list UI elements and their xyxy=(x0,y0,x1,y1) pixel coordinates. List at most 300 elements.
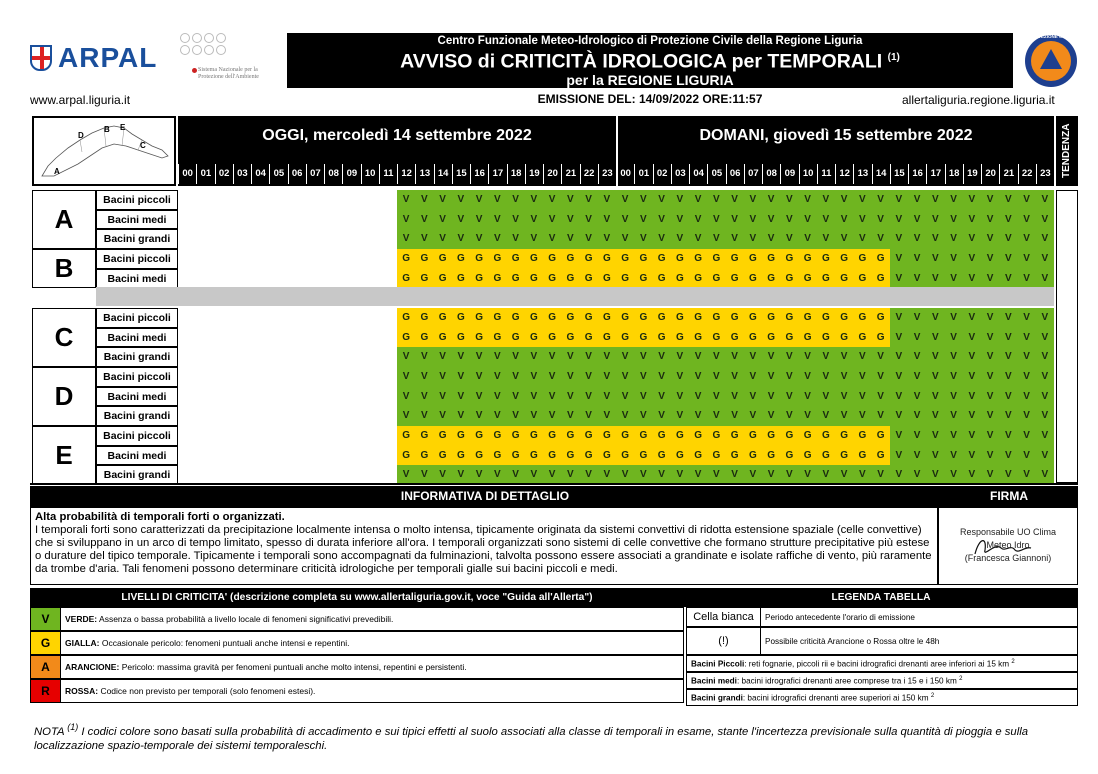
cell-verde: V xyxy=(653,465,671,485)
triangle-icon xyxy=(1040,49,1062,69)
cell-white xyxy=(178,308,196,328)
tendenza-column xyxy=(1056,190,1078,483)
cell-white xyxy=(178,269,196,289)
cell-verde: V xyxy=(598,367,616,387)
cell-white xyxy=(233,465,251,485)
cell-verde: V xyxy=(470,387,488,407)
cell-white xyxy=(379,328,397,348)
cell-gialla: G xyxy=(780,249,798,269)
cell-verde: V xyxy=(999,426,1017,446)
cell-gialla: G xyxy=(507,426,525,446)
cell-verde: V xyxy=(835,387,853,407)
cell-verde: V xyxy=(543,367,561,387)
cell-verde: V xyxy=(580,347,598,367)
bacino-key: Bacini Piccoli xyxy=(691,659,745,669)
basin-label: Bacini piccoli xyxy=(96,308,178,328)
cell-gialla: G xyxy=(799,308,817,328)
livello-swatch: R xyxy=(31,680,61,702)
cell-gialla: G xyxy=(653,269,671,289)
cell-white xyxy=(379,229,397,249)
cell-verde: V xyxy=(981,387,999,407)
cell-white xyxy=(215,347,233,367)
cell-verde: V xyxy=(872,465,890,485)
cell-white xyxy=(196,190,214,210)
cell-verde: V xyxy=(616,406,634,426)
cell-verde: V xyxy=(525,347,543,367)
hour-label: 06 xyxy=(726,164,744,184)
cell-verde: V xyxy=(835,465,853,485)
cell-gialla: G xyxy=(634,249,652,269)
cell-gialla: G xyxy=(415,269,433,289)
zone-label-b: B xyxy=(32,249,96,288)
cell-gialla: G xyxy=(707,446,725,466)
cell-gialla: G xyxy=(835,308,853,328)
cell-white xyxy=(251,387,269,407)
cell-verde: V xyxy=(1018,269,1036,289)
cell-gialla: G xyxy=(616,269,634,289)
cell-verde: V xyxy=(653,367,671,387)
livello-swatch: V xyxy=(31,608,61,630)
cell-gialla: G xyxy=(653,426,671,446)
map-label-d: D xyxy=(78,131,84,140)
legenda-item xyxy=(686,607,1078,627)
cell-verde: V xyxy=(963,269,981,289)
cell-verde: V xyxy=(908,308,926,328)
cell-gialla: G xyxy=(434,269,452,289)
cell-verde: V xyxy=(1018,465,1036,485)
cell-verde: V xyxy=(616,210,634,230)
cell-verde: V xyxy=(580,190,598,210)
cell-verde: V xyxy=(1018,229,1036,249)
hour-label: 06 xyxy=(288,164,306,184)
cell-verde: V xyxy=(598,229,616,249)
cell-gialla: G xyxy=(653,446,671,466)
cell-verde: V xyxy=(397,406,415,426)
cell-white xyxy=(196,308,214,328)
cell-white xyxy=(324,328,342,348)
cell-verde: V xyxy=(908,190,926,210)
cell-verde: V xyxy=(926,190,944,210)
cell-verde: V xyxy=(525,367,543,387)
day-tomorrow-label: DOMANI, giovedì 15 settembre 2022 xyxy=(699,127,973,144)
cell-white xyxy=(324,406,342,426)
table-row xyxy=(178,406,1054,426)
hour-label: 05 xyxy=(269,164,287,184)
cell-verde: V xyxy=(1018,367,1036,387)
cell-verde: V xyxy=(525,465,543,485)
cell-verde: V xyxy=(726,406,744,426)
cell-white xyxy=(361,465,379,485)
legenda-bacino: Bacini medi: bacini idrografici drenanti aree comprese tra i 15 e i 150 km $^2$ xyxy=(686,672,1078,689)
zone-label-c: C xyxy=(32,308,96,367)
cell-verde: V xyxy=(999,308,1017,328)
cell-white xyxy=(324,367,342,387)
cell-white xyxy=(196,347,214,367)
cell-verde: V xyxy=(908,249,926,269)
cell-gialla: G xyxy=(525,328,543,348)
allerta-url-link[interactable]: allertaliguria.regione.liguria.it xyxy=(902,93,1055,107)
cell-gialla: G xyxy=(580,269,598,289)
cell-verde: V xyxy=(1036,269,1054,289)
cell-gialla: G xyxy=(634,308,652,328)
cell-verde: V xyxy=(415,406,433,426)
cell-gialla: G xyxy=(780,328,798,348)
cell-verde: V xyxy=(1018,406,1036,426)
hour-label: 20 xyxy=(543,164,561,184)
cell-white xyxy=(342,308,360,328)
cell-verde: V xyxy=(945,347,963,367)
cell-verde: V xyxy=(616,465,634,485)
cell-white xyxy=(251,210,269,230)
cell-verde: V xyxy=(707,387,725,407)
hour-label: 02 xyxy=(215,164,233,184)
cell-gialla: G xyxy=(744,308,762,328)
arpal-logo-text: ARPAL xyxy=(58,42,158,73)
cell-gialla: G xyxy=(872,269,890,289)
cell-verde: V xyxy=(1036,328,1054,348)
cell-verde: V xyxy=(963,249,981,269)
cell-verde: V xyxy=(580,367,598,387)
cell-white xyxy=(196,387,214,407)
cell-verde: V xyxy=(616,387,634,407)
cell-verde: V xyxy=(926,387,944,407)
cell-verde: V xyxy=(817,367,835,387)
cell-gialla: G xyxy=(780,426,798,446)
cell-verde: V xyxy=(707,465,725,485)
cell-verde: V xyxy=(488,210,506,230)
hour-label: 21 xyxy=(999,164,1017,184)
cell-gialla: G xyxy=(598,308,616,328)
cell-verde: V xyxy=(945,426,963,446)
cell-gialla: G xyxy=(689,426,707,446)
cell-gialla: G xyxy=(488,249,506,269)
cell-verde: V xyxy=(616,190,634,210)
cell-verde: V xyxy=(945,269,963,289)
cell-gialla: G xyxy=(780,269,798,289)
cell-white xyxy=(196,446,214,466)
cell-verde: V xyxy=(707,190,725,210)
cell-gialla: G xyxy=(817,426,835,446)
bacino-value: : reti fognarie, piccoli rii e bacini idrografici drenanti aree inferiori ai 15 km xyxy=(744,659,1010,669)
cell-gialla: G xyxy=(507,249,525,269)
cell-verde: V xyxy=(580,387,598,407)
cell-verde: V xyxy=(1036,426,1054,446)
cell-gialla: G xyxy=(634,426,652,446)
cell-gialla: G xyxy=(543,249,561,269)
cell-verde: V xyxy=(488,367,506,387)
cell-verde: V xyxy=(452,229,470,249)
cell-verde: V xyxy=(689,347,707,367)
livello-name: ARANCIONE: xyxy=(65,662,120,672)
cell-verde: V xyxy=(853,465,871,485)
cell-white xyxy=(251,446,269,466)
cell-gialla: G xyxy=(872,426,890,446)
cell-verde: V xyxy=(470,367,488,387)
cell-verde: V xyxy=(981,367,999,387)
cell-verde: V xyxy=(1036,229,1054,249)
cell-white xyxy=(324,210,342,230)
cell-verde: V xyxy=(1018,426,1036,446)
cell-white xyxy=(306,465,324,485)
cell-verde: V xyxy=(963,229,981,249)
cell-verde: V xyxy=(1036,308,1054,328)
cell-verde: V xyxy=(598,387,616,407)
cell-verde: V xyxy=(780,406,798,426)
cell-verde: V xyxy=(872,190,890,210)
arpal-url-link[interactable]: www.arpal.liguria.it xyxy=(30,93,131,107)
cell-verde: V xyxy=(543,229,561,249)
cell-verde: V xyxy=(762,406,780,426)
hour-label: 13 xyxy=(853,164,871,184)
basin-label: Bacini grandi xyxy=(96,465,178,485)
cell-verde: V xyxy=(726,190,744,210)
liguria-shield-icon xyxy=(30,45,52,71)
cell-gialla: G xyxy=(598,328,616,348)
cell-verde: V xyxy=(762,465,780,485)
cell-verde: V xyxy=(397,347,415,367)
cell-verde: V xyxy=(415,229,433,249)
cell-white xyxy=(215,367,233,387)
cell-gialla: G xyxy=(452,426,470,446)
cell-verde: V xyxy=(817,406,835,426)
cell-gialla: G xyxy=(853,426,871,446)
cell-verde: V xyxy=(835,190,853,210)
cell-verde: V xyxy=(434,190,452,210)
cell-gialla: G xyxy=(634,269,652,289)
zone-label-a: A xyxy=(32,190,96,249)
cell-verde: V xyxy=(1036,210,1054,230)
livello-swatch: G xyxy=(31,632,61,654)
cell-white xyxy=(233,269,251,289)
cell-verde: V xyxy=(890,229,908,249)
cell-verde: V xyxy=(908,367,926,387)
cell-white xyxy=(361,347,379,367)
cell-verde: V xyxy=(963,190,981,210)
hour-label: 21 xyxy=(561,164,579,184)
cell-white xyxy=(269,210,287,230)
cell-gialla: G xyxy=(561,249,579,269)
cell-gialla: G xyxy=(799,446,817,466)
cell-verde: V xyxy=(908,387,926,407)
cell-verde: V xyxy=(634,229,652,249)
cell-white xyxy=(342,446,360,466)
hour-label: 17 xyxy=(926,164,944,184)
cell-gialla: G xyxy=(488,426,506,446)
cell-verde: V xyxy=(853,229,871,249)
cell-white xyxy=(324,465,342,485)
cell-gialla: G xyxy=(507,328,525,348)
cell-white xyxy=(178,347,196,367)
cell-verde: V xyxy=(963,446,981,466)
hour-label: 07 xyxy=(306,164,324,184)
cell-white xyxy=(361,308,379,328)
cell-white xyxy=(215,249,233,269)
hour-label: 12 xyxy=(835,164,853,184)
cell-verde: V xyxy=(926,406,944,426)
day-today-label: OGGI, mercoledì 14 settembre 2022 xyxy=(262,127,532,144)
cell-gialla: G xyxy=(580,426,598,446)
livello-item xyxy=(30,655,684,679)
cell-gialla: G xyxy=(671,426,689,446)
cell-gialla: G xyxy=(762,269,780,289)
cell-white xyxy=(361,426,379,446)
cell-verde: V xyxy=(415,347,433,367)
cell-verde: V xyxy=(981,229,999,249)
cell-white xyxy=(361,269,379,289)
cell-verde: V xyxy=(762,387,780,407)
cell-white xyxy=(306,328,324,348)
cell-white xyxy=(306,426,324,446)
cell-verde: V xyxy=(890,367,908,387)
cell-verde: V xyxy=(543,210,561,230)
cell-gialla: G xyxy=(561,269,579,289)
cell-verde: V xyxy=(470,406,488,426)
cell-verde: V xyxy=(890,308,908,328)
cell-verde: V xyxy=(999,269,1017,289)
cell-gialla: G xyxy=(744,269,762,289)
cell-verde: V xyxy=(780,367,798,387)
cell-verde: V xyxy=(616,347,634,367)
cell-verde: V xyxy=(762,367,780,387)
basin-label: Bacini piccoli xyxy=(96,367,178,387)
cell-verde: V xyxy=(963,347,981,367)
cell-white xyxy=(178,249,196,269)
cell-white xyxy=(379,465,397,485)
table-row xyxy=(178,249,1054,269)
cell-verde: V xyxy=(1036,190,1054,210)
cell-gialla: G xyxy=(525,308,543,328)
cell-verde: V xyxy=(634,190,652,210)
cell-verde: V xyxy=(817,210,835,230)
cell-verde: V xyxy=(908,465,926,485)
cell-verde: V xyxy=(671,367,689,387)
table-row xyxy=(178,347,1054,367)
livelli-header: LIVELLI DI CRITICITA' (descrizione completa su www.allertaliguria.gov.it, voce "Guida all'Allerta") xyxy=(30,588,684,607)
cell-verde: V xyxy=(999,446,1017,466)
cell-gialla: G xyxy=(525,426,543,446)
cell-verde: V xyxy=(1018,446,1036,466)
info-header: INFORMATIVA DI DETTAGLIO xyxy=(30,486,940,507)
legenda-bacino: Bacini Piccoli: reti fognarie, piccoli rii e bacini idrografici drenanti aree inferiori ai 15 km $^2$ xyxy=(686,655,1078,672)
cell-verde: V xyxy=(999,347,1017,367)
cell-white xyxy=(196,269,214,289)
cell-gialla: G xyxy=(616,426,634,446)
cell-verde: V xyxy=(945,446,963,466)
cell-gialla: G xyxy=(507,308,525,328)
cell-gialla: G xyxy=(616,308,634,328)
cell-verde: V xyxy=(434,229,452,249)
cell-gialla: G xyxy=(470,308,488,328)
cell-gialla: G xyxy=(561,446,579,466)
cell-verde: V xyxy=(872,406,890,426)
cell-white xyxy=(361,210,379,230)
cell-gialla: G xyxy=(397,269,415,289)
cell-verde: V xyxy=(780,465,798,485)
title-line-1: Centro Funzionale Meteo-Idrologico di Protezione Civile della Regione Liguria xyxy=(437,35,863,47)
title-note: (1) xyxy=(887,52,900,63)
cell-verde: V xyxy=(890,426,908,446)
cell-verde: V xyxy=(452,465,470,485)
info-box xyxy=(30,507,938,585)
cell-verde: V xyxy=(561,406,579,426)
cell-verde: V xyxy=(780,190,798,210)
table-row xyxy=(178,210,1054,230)
livello-desc: Codice non previsto per temporali (solo fenomeni estesi). xyxy=(100,686,316,696)
livello-desc: Pericolo: massima gravità per fenomeni puntuali anche molto intensi, repentini e persistenti. xyxy=(121,662,467,672)
cell-white xyxy=(288,347,306,367)
table-row xyxy=(178,446,1054,466)
cell-gialla: G xyxy=(488,269,506,289)
table-row xyxy=(178,367,1054,387)
legenda-bacino: Bacini grandi: bacini idrografici drenanti aree superiori ai 150 km $^2$ xyxy=(686,689,1078,706)
hour-label: 15 xyxy=(890,164,908,184)
cell-gialla: G xyxy=(434,308,452,328)
cell-gialla: G xyxy=(507,446,525,466)
cell-white xyxy=(288,367,306,387)
cell-verde: V xyxy=(762,229,780,249)
cell-gialla: G xyxy=(543,328,561,348)
cell-verde: V xyxy=(908,269,926,289)
cell-verde: V xyxy=(470,210,488,230)
cell-verde: V xyxy=(507,347,525,367)
cell-verde: V xyxy=(653,229,671,249)
cell-gialla: G xyxy=(799,249,817,269)
table-row xyxy=(178,190,1054,210)
cell-verde: V xyxy=(561,210,579,230)
cell-verde: V xyxy=(926,328,944,348)
cell-gialla: G xyxy=(799,328,817,348)
cell-verde: V xyxy=(963,426,981,446)
cell-verde: V xyxy=(653,190,671,210)
cell-gialla: G xyxy=(799,269,817,289)
cell-verde: V xyxy=(561,367,579,387)
cell-white xyxy=(324,190,342,210)
cell-verde: V xyxy=(945,367,963,387)
cell-white xyxy=(251,426,269,446)
cell-verde: V xyxy=(981,210,999,230)
cell-white xyxy=(306,190,324,210)
cell-white xyxy=(361,367,379,387)
cell-gialla: G xyxy=(853,269,871,289)
cell-white xyxy=(288,308,306,328)
cell-white xyxy=(269,328,287,348)
cell-verde: V xyxy=(598,210,616,230)
cell-verde: V xyxy=(908,446,926,466)
map-label-c: C xyxy=(140,141,146,150)
cell-gialla: G xyxy=(397,249,415,269)
cell-verde: V xyxy=(525,210,543,230)
livello-name: ROSSA: xyxy=(65,686,99,696)
cell-gialla: G xyxy=(707,249,725,269)
hour-label: 03 xyxy=(233,164,251,184)
cell-gialla: G xyxy=(799,426,817,446)
cell-white xyxy=(306,269,324,289)
cell-gialla: G xyxy=(817,308,835,328)
cell-verde: V xyxy=(1018,347,1036,367)
cell-verde: V xyxy=(963,210,981,230)
cell-white xyxy=(251,367,269,387)
livello-name: GIALLA: xyxy=(65,638,100,648)
cell-verde: V xyxy=(671,190,689,210)
hour-label: 07 xyxy=(744,164,762,184)
cell-verde: V xyxy=(1036,387,1054,407)
cell-verde: V xyxy=(872,347,890,367)
cell-gialla: G xyxy=(452,328,470,348)
hour-label: 10 xyxy=(799,164,817,184)
cell-verde: V xyxy=(561,229,579,249)
cell-white xyxy=(196,229,214,249)
cell-gialla: G xyxy=(616,249,634,269)
